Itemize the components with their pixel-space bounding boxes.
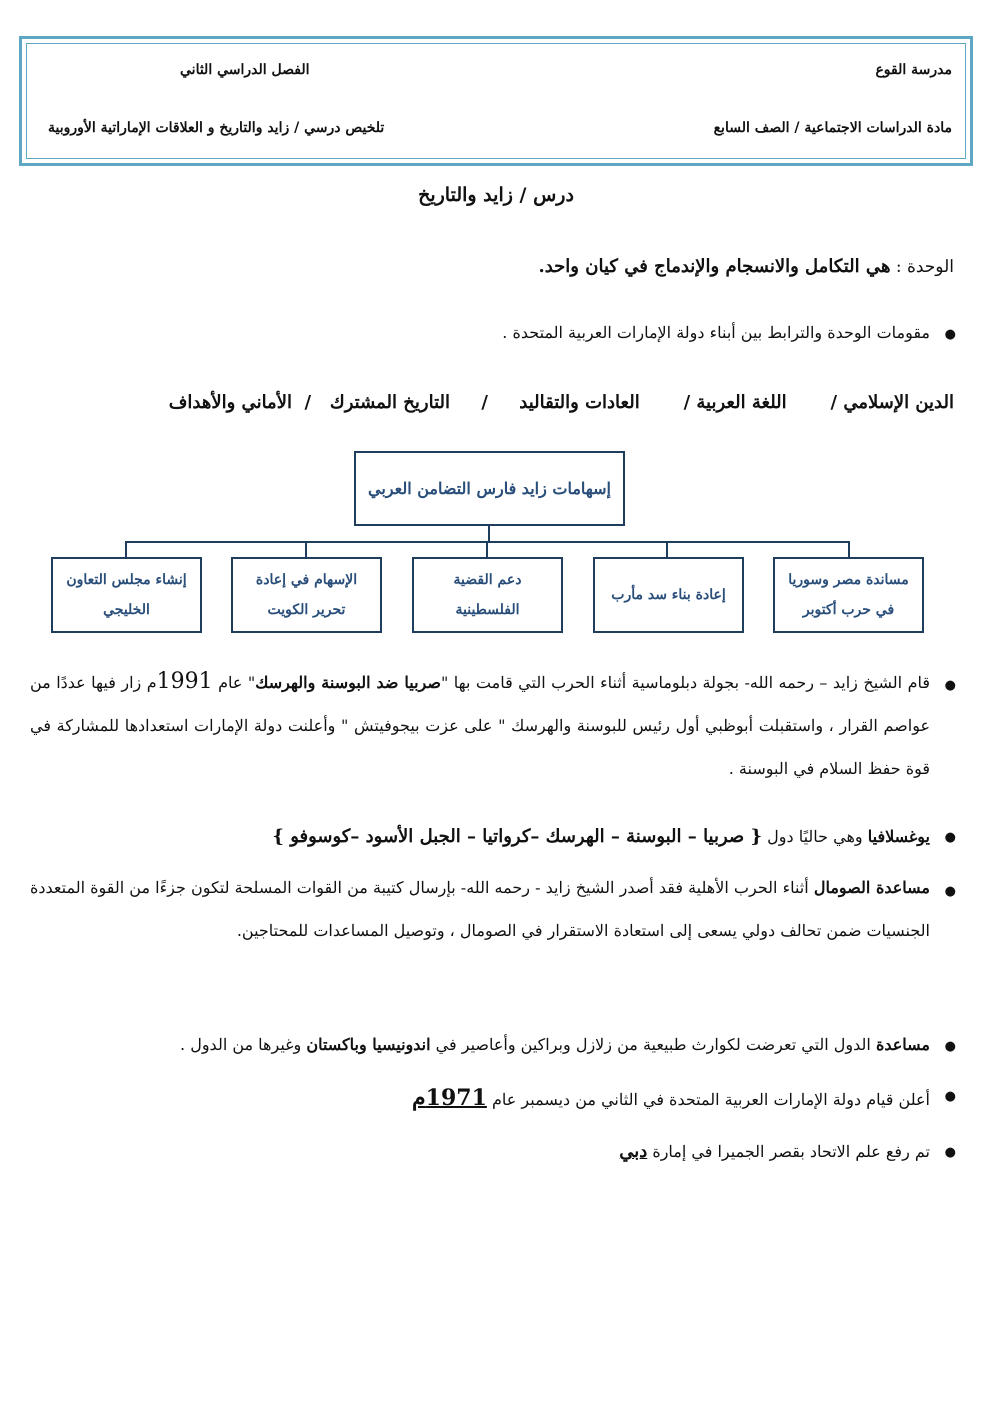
header-box: [19, 36, 973, 166]
chart-drop-2: [666, 541, 668, 558]
bosnia-war: صربيا ضد البوسنة والهرسك: [255, 673, 441, 692]
summary-title: تلخيص درسي / زايد والتاريخ و العلاقات الإماراتية الأوروبية: [48, 120, 385, 136]
union-year: 1971م: [412, 1085, 487, 1111]
chart-drop-4: [305, 541, 307, 558]
school-name: مدرسة القوع: [875, 62, 952, 78]
somalia-text: أثناء الحرب الأهلية فقد أصدر الشيخ زايد - رحمه الله- بإرسال كتيبة من القوات المسلحة لتكون جزءًا من القوة المتعددة الجنسيات ضمن تحالف دولي يسعى إلى استعادة الاستقرار في الصومال ، وتوصيل المساعدات للمحتاجين.: [30, 878, 930, 940]
chart-drop-5: [125, 541, 127, 558]
union-text: أعلن قيام دولة الإمارات العربية المتحدة في الثاني من ديسمبر عام: [486, 1090, 930, 1109]
bosnia-text-2: " عام: [212, 673, 256, 692]
bosnia-text-1: قام الشيخ زايد – رحمه الله- بجولة دبلوماسية أثناء الحرب التي قامت بها ": [440, 673, 930, 692]
unity-text: هي التكامل والانسجام والإندماج في كيان واحد.: [538, 256, 891, 277]
disasters-title: مساعدة: [875, 1035, 930, 1054]
header-inner-border: [26, 43, 966, 159]
chart-root: إسهامات زايد فارس التضامن العربي: [354, 451, 625, 526]
chart-child-october-war: مساندة مصر وسوريا في حرب أكتوبر: [773, 557, 924, 633]
chart-drop-3: [486, 541, 488, 558]
disasters-countries: اندونيسيا وباكستان: [306, 1035, 431, 1054]
somalia-title: مساعدة الصومال: [813, 878, 930, 897]
flag-text: تم رفع علم الاتحاد بقصر الجميرا في إمارة: [647, 1142, 930, 1161]
bosnia-paragraph: [30, 660, 954, 790]
union-line: [412, 1085, 954, 1111]
chart-child-marib-dam: إعادة بناء سد مأرب: [593, 557, 744, 633]
chart-child-palestine: دعم القضية الفلسطينية: [412, 557, 563, 633]
chart-connector-vertical: [488, 526, 490, 542]
bosnia-year: 1991: [156, 669, 213, 694]
semester: الفصل الدراسي الثاني: [180, 62, 310, 78]
subject-grade: مادة الدراسات الاجتماعية / الصف السابع: [713, 120, 952, 136]
unity-definition: [538, 256, 954, 277]
bosnia-text-3: م زار فيها عددًا من عواصم القرار ، واستقبلت أبوظبي أول رئيس للبوسنة والهرسك " على عزت بيجوفيتش " وأعلنت دولة الإمارات استعدادها للمشاركة في قوة حفظ السلام في البوسنة .: [30, 673, 930, 778]
yugoslavia-countries: { صربيا – البوسنة – الهرسك –كرواتيا – الجبل الأسود –كوسوفو }: [272, 826, 763, 847]
chart-child-gcc: إنشاء مجلس التعاون الخليجي: [51, 557, 202, 633]
disasters-text: الدول التي تعرضت لكوارث طبيعية من زلازل وبراكين وأعاصير في: [430, 1035, 876, 1054]
yugoslavia-line: [272, 826, 954, 847]
chart-child-kuwait: الإسهام في إعادة تحرير الكويت: [231, 557, 382, 633]
somalia-paragraph: [30, 866, 954, 952]
disasters-line: [180, 1035, 954, 1054]
foundations-intro: ● مقومات الوحدة والترابط بين أبناء دولة الإمارات العربية المتحدة .: [502, 323, 954, 342]
flag-emirate: دبي: [619, 1141, 648, 1162]
unity-label: الوحدة :: [890, 257, 954, 277]
yugoslavia-name: يوغسلافيا: [867, 827, 930, 846]
flag-line: [619, 1141, 954, 1162]
foundations-list: الدين الإسلامي / اللغة العربية / العادات والتقاليد / التاريخ المشترك / الأماني والأهداف: [168, 392, 954, 413]
chart-drop-1: [848, 541, 850, 558]
lesson-title: درس / زايد والتاريخ: [418, 184, 574, 206]
disasters-tail: وغيرها من الدول .: [180, 1035, 307, 1054]
yugoslavia-text: وهي حاليًا دول: [762, 827, 868, 846]
